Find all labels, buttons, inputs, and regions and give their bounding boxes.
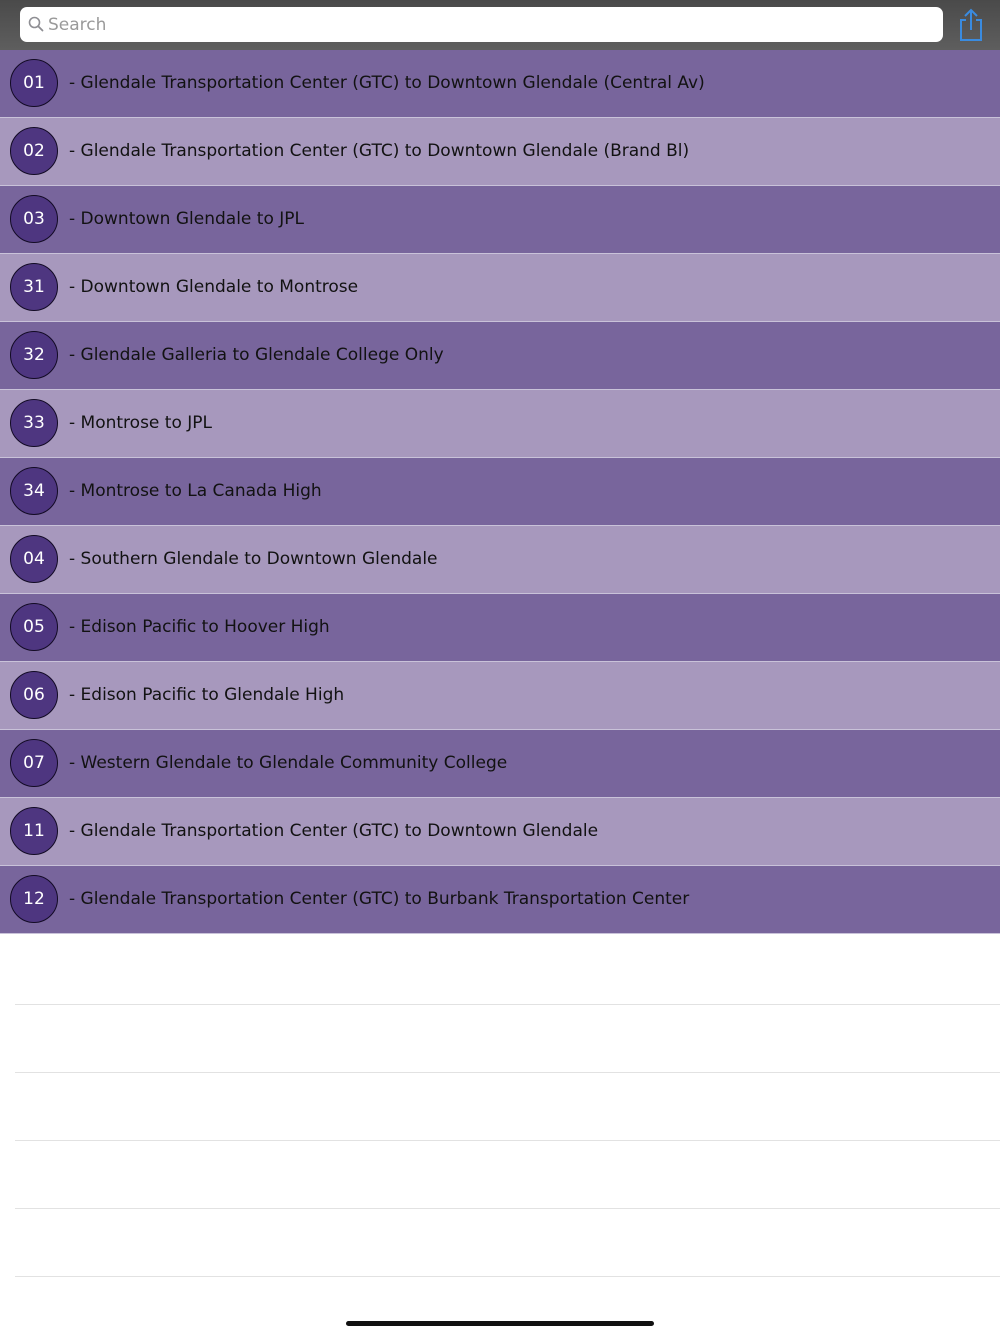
route-row[interactable] — [0, 458, 1000, 526]
route-number-badge: 33 — [10, 399, 58, 447]
route-title: - Downtown Glendale to Montrose — [69, 277, 359, 297]
home-indicator — [346, 1321, 654, 1326]
empty-row — [15, 1141, 1000, 1209]
route-title: - Western Glendale to Glendale Community College — [69, 753, 508, 773]
search-input[interactable] — [48, 7, 928, 42]
route-number-badge: 06 — [10, 671, 58, 719]
route-row[interactable] — [0, 254, 1000, 322]
route-title: - Glendale Transportation Center (GTC) to Burbank Transportation Center — [69, 889, 690, 909]
route-number-badge: 34 — [10, 467, 58, 515]
route-title: - Southern Glendale to Downtown Glendale — [69, 549, 438, 569]
route-row[interactable] — [0, 118, 1000, 186]
route-number-badge: 05 — [10, 603, 58, 651]
route-row[interactable] — [0, 594, 1000, 662]
route-number-badge: 11 — [10, 807, 58, 855]
route-row[interactable] — [0, 866, 1000, 934]
route-row[interactable] — [0, 390, 1000, 458]
route-row[interactable] — [0, 662, 1000, 730]
empty-row — [15, 1073, 1000, 1141]
route-number-badge: 02 — [10, 127, 58, 175]
top-bar — [0, 0, 1000, 51]
route-row[interactable] — [0, 798, 1000, 866]
search-bar[interactable] — [20, 7, 943, 42]
route-title: - Edison Pacific to Hoover High — [69, 617, 330, 637]
route-title: - Glendale Transportation Center (GTC) to Downtown Glendale (Brand Bl) — [69, 141, 690, 161]
empty-row — [15, 1209, 1000, 1277]
route-title: - Glendale Transportation Center (GTC) to Downtown Glendale — [69, 821, 599, 841]
route-row[interactable] — [0, 322, 1000, 390]
route-title: - Montrose to La Canada High — [69, 481, 322, 501]
route-row[interactable] — [0, 186, 1000, 254]
empty-list-area — [0, 937, 1000, 1277]
route-row[interactable] — [0, 526, 1000, 594]
route-number-badge: 32 — [10, 331, 58, 379]
share-button[interactable] — [956, 8, 986, 42]
route-number-badge: 03 — [10, 195, 58, 243]
route-title: - Edison Pacific to Glendale High — [69, 685, 345, 705]
route-row[interactable] — [0, 730, 1000, 798]
search-icon — [28, 16, 44, 32]
share-icon — [956, 8, 986, 42]
route-number-badge: 07 — [10, 739, 58, 787]
route-number-badge: 01 — [10, 59, 58, 107]
route-title: - Downtown Glendale to JPL — [69, 209, 304, 229]
route-number-badge: 04 — [10, 535, 58, 583]
route-row[interactable] — [0, 50, 1000, 118]
empty-row — [15, 937, 1000, 1005]
route-title: - Glendale Galleria to Glendale College Only — [69, 345, 444, 365]
route-title: - Montrose to JPL — [69, 413, 212, 433]
route-list — [0, 50, 1000, 934]
route-title: - Glendale Transportation Center (GTC) to Downtown Glendale (Central Av) — [69, 73, 705, 93]
route-number-badge: 31 — [10, 263, 58, 311]
route-number-badge: 12 — [10, 875, 58, 923]
empty-row — [15, 1005, 1000, 1073]
